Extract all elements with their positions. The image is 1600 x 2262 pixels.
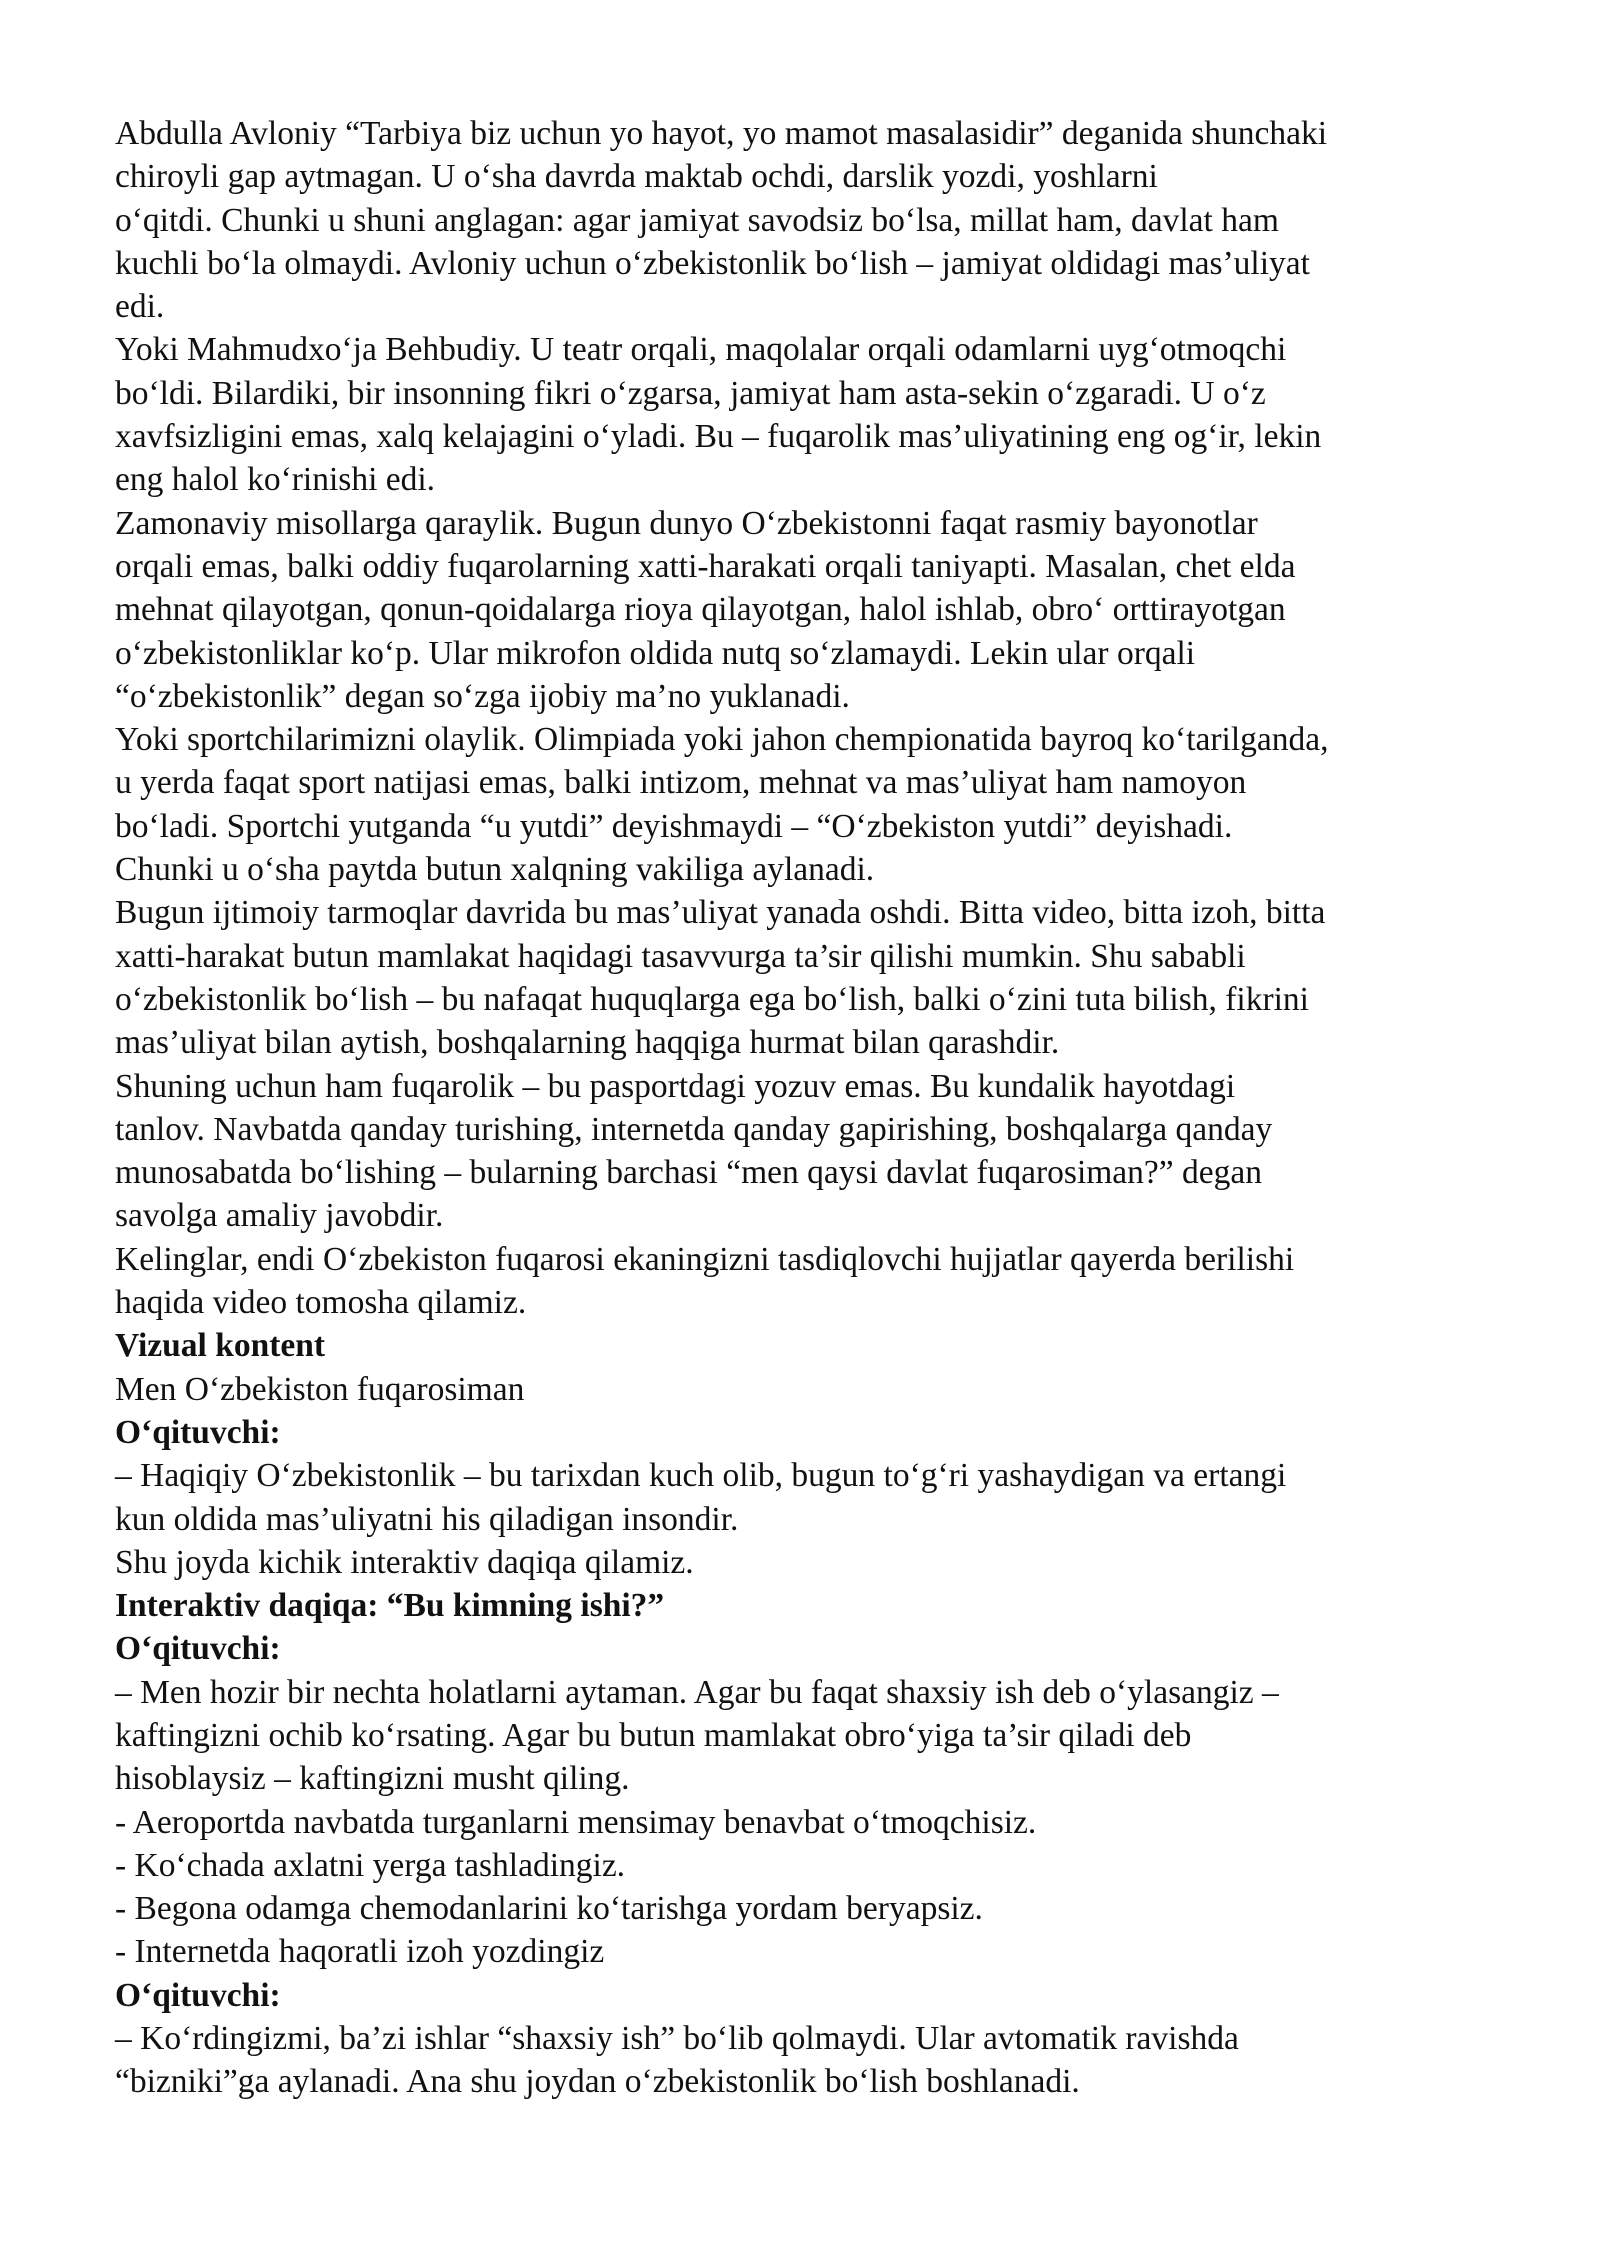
- text-line: edi.: [115, 288, 165, 326]
- text-line: o‘zbekistonliklar ko‘p. Ular mikrofon oldida nutq so‘zlamaydi. Lekin ular orqali: [115, 634, 1196, 672]
- text-line: xavfsizligini emas, xalq kelajagini o‘yladi. Bu – fuqarolik mas’uliyatining eng og‘ir, lekin: [115, 418, 1322, 456]
- text-line: Zamonaviy misollarga qaraylik. Bugun dunyo O‘zbekistonni faqat rasmiy bayonotlar: [115, 504, 1258, 542]
- text-line: hisoblaysiz – kaftingizni musht qiling.: [115, 1760, 630, 1798]
- text-line: orqali emas, balki oddiy fuqarolarning xatti-harakati orqali taniyapti. Masalan, chet elda: [115, 547, 1296, 585]
- text-line: kaftingizni ochib ko‘rsating. Agar bu butun mamlakat obro‘yiga ta’sir qiladi deb: [115, 1716, 1192, 1754]
- text-line: xatti-harakat butun mamlakat haqidagi tasavvurga ta’sir qilishi mumkin. Shu sababli: [115, 937, 1246, 975]
- text-line: “o‘zbekistonlik” degan so‘zga ijobiy ma’no yuklanadi.: [115, 677, 850, 715]
- text-line: kun oldida mas’uliyatni his qiladigan insondir.: [115, 1500, 739, 1538]
- text-line: Yoki Mahmudxo‘ja Behbudiy. U teatr orqali, maqolalar orqali odamlarni uyg‘otmoqchi: [115, 331, 1287, 369]
- text-line: o‘qitdi. Chunki u shuni anglagan: agar jamiyat savodsiz bo‘lsa, millat ham, davlat ham: [115, 201, 1279, 239]
- text-line: haqida video tomosha qilamiz.: [115, 1284, 527, 1322]
- text-line: - Aeroportda navbatda turganlarni mensimay benavbat o‘tmoqchisiz.: [115, 1803, 1037, 1841]
- text-line: bo‘ladi. Sportchi yutganda “u yutdi” deyishmaydi – “O‘zbekiston yutdi” deyishadi.: [115, 807, 1233, 845]
- section-heading: O‘qituvchi:: [115, 1976, 281, 2014]
- text-line: Bugun ijtimoiy tarmoqlar davrida bu mas’uliyat yanada oshdi. Bitta video, bitta izoh, bitta: [115, 894, 1326, 932]
- text-line: Yoki sportchilarimizni olaylik. Olimpiada yoki jahon chempionatida bayroq ko‘tarilganda,: [115, 721, 1329, 759]
- text-line: bo‘ldi. Bilardiki, bir insonning fikri o‘zgarsa, jamiyat ham asta-sekin o‘zgaradi. U o‘z: [115, 374, 1266, 412]
- text-line: Abdulla Avloniy “Tarbiya biz uchun yo hayot, yo mamot masalasidir” deganida shunchaki: [115, 115, 1328, 152]
- text-line: savolga amaliy javobdir.: [115, 1197, 444, 1235]
- text-line: mas’uliyat bilan aytish, boshqalarning haqqiga hurmat bilan qarashdir.: [115, 1024, 1060, 1062]
- text-line: Shuning uchun ham fuqarolik – bu pasportdagi yozuv emas. Bu kundalik hayotdagi: [115, 1067, 1236, 1105]
- text-line: mehnat qilayotgan, qonun-qoidalarga rioya qilayotgan, halol ishlab, obro‘ orttirayotgan: [115, 591, 1286, 629]
- text-line: - Internetda haqoratli izoh yozdingiz: [115, 1933, 605, 1971]
- text-line: kuchli bo‘la olmaydi. Avloniy uchun o‘zbekistonlik bo‘lish – jamiyat oldidagi mas’uliyat: [115, 244, 1310, 282]
- text-line: eng halol ko‘rinishi edi.: [115, 461, 436, 499]
- section-heading: O‘qituvchi:: [115, 1413, 281, 1451]
- text-line: – Ko‘rdingizmi, ba’zi ishlar “shaxsiy ish” bo‘lib qolmaydi. Ular avtomatik ravishda: [115, 2020, 1239, 2058]
- text-line: Men O‘zbekiston fuqarosiman: [115, 1370, 525, 1408]
- section-heading: Vizual kontent: [115, 1327, 326, 1365]
- text-line: - Ko‘chada axlatni yerga tashladingiz.: [115, 1846, 626, 1884]
- text-line: chiroyli gap aytmagan. U o‘sha davrda maktab ochdi, darslik yozdi, yoshlarni: [115, 158, 1158, 196]
- section-heading: O‘qituvchi:: [115, 1630, 281, 1668]
- text-line: “bizniki”ga aylanadi. Ana shu joydan o‘zbekistonlik bo‘lish boshlanadi.: [115, 2063, 1080, 2101]
- text-line: Shu joyda kichik interaktiv daqiqa qilamiz.: [115, 1543, 694, 1581]
- text-line: munosabatda bo‘lishing – bularning barchasi “men qaysi davlat fuqarosiman?” degan: [115, 1154, 1263, 1192]
- document-body: [115, 112, 1495, 2104]
- text-line: tanlov. Navbatda qanday turishing, internetda qanday gapirishing, boshqalarga qanday: [115, 1110, 1273, 1148]
- text-line: u yerda faqat sport natijasi emas, balki intizom, mehnat va mas’uliyat ham namoyon: [115, 764, 1247, 802]
- section-heading: Interaktiv daqiqa: “Bu kimning ishi?”: [115, 1587, 665, 1625]
- text-line: - Begona odamga chemodanlarini ko‘tarishga yordam beryapsiz.: [115, 1890, 983, 1928]
- text-line: o‘zbekistonlik bo‘lish – bu nafaqat huquqlarga ega bo‘lish, balki o‘zini tuta bilish, fikrini: [115, 980, 1309, 1018]
- text-line: Kelinglar, endi O‘zbekiston fuqarosi ekaningizni tasdiqlovchi hujjatlar qayerda berilishi: [115, 1240, 1295, 1278]
- text-line: – Men hozir bir nechta holatlarni aytaman. Agar bu faqat shaxsiy ish deb o‘ylasangiz –: [115, 1673, 1279, 1711]
- text-line: – Haqiqiy O‘zbekistonlik – bu tarixdan kuch olib, bugun to‘g‘ri yashaydigan va ertangi: [115, 1457, 1287, 1495]
- text-line: Chunki u o‘sha paytda butun xalqning vakiliga aylanadi.: [115, 851, 875, 889]
